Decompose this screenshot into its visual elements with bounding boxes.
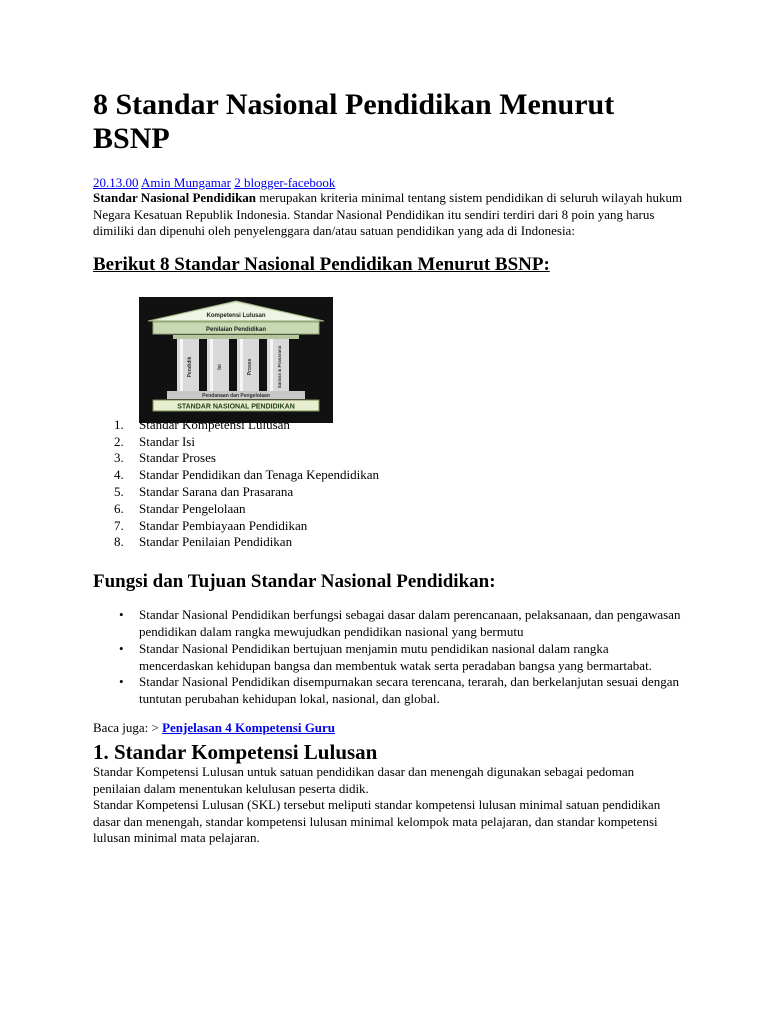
bullet-icon: •	[119, 674, 124, 690]
list-item: • Standar Nasional Pendidikan berfungsi sebagai dasar dalam perencanaan, pelaksanaan, dan pengawasan pendidikan dalam rangka mewujudkan pendidikan nasional yang bermutu	[119, 607, 681, 639]
see-also-prefix: Baca juga: >	[93, 719, 163, 735]
list-item: • Standar Nasional Pendidikan bertujuan menjamin mutu pendidikan nasional dalam rangka mencerdaskan kehidupan bangsa dan membentuk watak serta peradaban bangsa yang bermartabat.	[119, 640, 652, 673]
list-item: 4. Standar Pendidikan dan Tenaga Kependidikan	[114, 467, 380, 483]
list-item: 7. Standar Pembiayaan Pendidikan	[114, 517, 308, 533]
bullet-icon: •	[119, 640, 124, 656]
roof-top-label: Kompetensi Lulusan	[206, 313, 266, 319]
bullet-icon: •	[119, 607, 124, 623]
list-item: 1. Standar Kompetensi Lulusan	[114, 416, 290, 432]
section1-heading: 1. Standar Kompetensi Lulusan	[93, 739, 378, 764]
function-heading: Fungsi dan Tujuan Standar Nasional Pendidikan:	[93, 571, 496, 593]
standards-heading: Berikut 8 Standar Nasional Pendidikan Menurut BSNP:	[93, 253, 550, 275]
page-title: 8 Standar Nasional Pendidikan Menurut BSNP	[93, 88, 615, 155]
pillar-label-4: Sarana & Prasarana	[277, 345, 282, 389]
pillar-label-1: Pendidik	[187, 356, 193, 378]
section1-paragraph-2: Standar Kompetensi Lulusan (SKL) tersebut meliputi standar kompetensi lulusan minimal satuan pendidikan dasar dan menengah, standar kompetensi lulusan minimal kelompok mata pelajaran, dan standar kompetensi lulusan minimal mata pelajaran.	[93, 797, 661, 846]
see-also-link[interactable]: Penjelasan 4 Kompetensi Guru	[162, 719, 336, 735]
intro-paragraph	[93, 190, 683, 240]
pillar-label-2: Isi	[217, 364, 223, 370]
list-item: 3. Standar Proses	[114, 450, 216, 466]
comments-link[interactable]: 2 blogger-facebook	[234, 175, 336, 190]
pillar-diagram	[139, 297, 333, 423]
article	[93, 88, 683, 847]
base-top-label: Pendanaan dan Pengelolaan	[202, 393, 270, 399]
standards-list	[93, 417, 683, 551]
base-label: STANDAR NASIONAL PENDIDIKAN	[177, 403, 295, 411]
post-time-link[interactable]: 20.13.00	[93, 175, 139, 190]
function-list	[93, 607, 683, 708]
snp-pillar-image	[139, 297, 333, 423]
list-item: 6. Standar Pengelolaan	[114, 500, 246, 516]
author-link[interactable]: Amin Mungamar	[141, 175, 231, 190]
list-item: 5. Standar Sarana dan Prasarana	[114, 483, 294, 499]
intro-text: merupakan kriteria minimal tentang sistem pendidikan di seluruh wilayah hukum Negara Kesatuan Republik Indonesia. Standar Nasional Pendidikan itu sendiri terdiri dari 8 poin yang harus dimiliki dan dipenuhi oleh penyelenggara dan/atau satuan pendidikan yang ada di Indonesia:	[93, 190, 683, 239]
list-item: 2. Standar Isi	[114, 433, 195, 449]
post-meta	[93, 175, 683, 190]
pillar-label-3: Proses	[247, 358, 253, 376]
section1-paragraph-1: Standar Kompetensi Lulusan untuk satuan pendidikan dasar dan menengah digunakan sebagai pedoman penilaian dalam menentukan kelulusan peserta didik.	[93, 763, 635, 796]
list-item: • Standar Nasional Pendidikan disempurnakan secara terencana, terarah, dan berkelanjutan sesuai dengan tuntutan perubahan kehidupan lokal, nasional, dan global.	[119, 674, 680, 707]
roof-mid-label: Penilaian Pendidikan	[205, 327, 267, 333]
intro-bold-term: Standar Nasional Pendidikan	[93, 190, 257, 205]
see-also	[93, 720, 683, 736]
list-item: 8. Standar Penilaian Pendidikan	[114, 534, 293, 550]
